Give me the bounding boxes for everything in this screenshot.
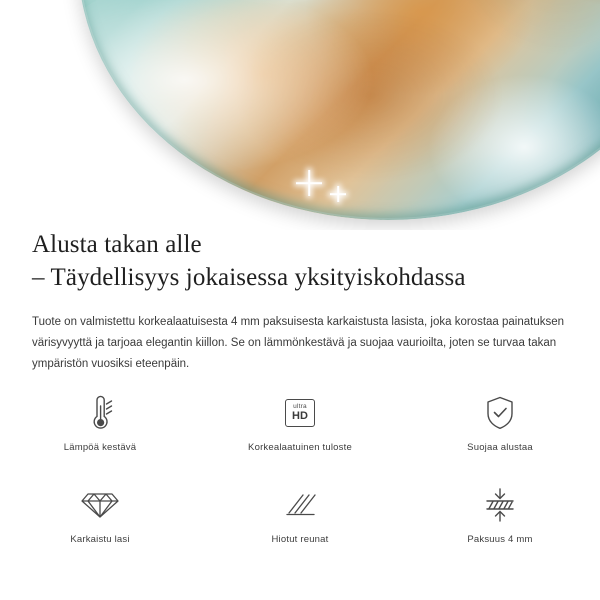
hero-image	[0, 0, 600, 230]
feature-item	[400, 484, 600, 556]
feature-grid	[0, 392, 600, 556]
ultra-text: ultra	[293, 402, 307, 410]
shield-check-icon	[484, 392, 516, 434]
headline-line-2: – Täydellisyys jokaisessa yksityiskohdassa	[32, 264, 466, 291]
feature-label: Suojaa alustaa	[467, 442, 533, 453]
description-paragraph: Tuote on valmistettu korkealaatuisesta 4 mm paksuisesta karkaistusta lasista, joka korostaa painatuksen värisyvyyttä ja tarjoaa elegantin kiillon. Se on lämmönkestävä ja suojaa vaurioilta, joten se turvaa takan ympäristön vuosiksi eteenpäin.	[32, 316, 565, 370]
feature-label: Lämpöä kestävä	[63, 442, 137, 453]
text-content	[0, 228, 600, 375]
diamond-icon	[81, 484, 119, 526]
feature-item	[0, 392, 200, 464]
ultra-hd-icon	[285, 392, 315, 434]
thickness-arrows-icon	[483, 484, 517, 526]
feature-label: Paksuus 4 mm	[467, 534, 533, 545]
feature-item	[200, 392, 400, 464]
polished-edges-icon	[283, 484, 317, 526]
feature-item	[200, 484, 400, 556]
marble-glass-disc	[78, 0, 600, 220]
feature-item	[400, 392, 600, 464]
feature-item	[0, 484, 200, 556]
headline-line-1: Alusta takan alle	[32, 231, 202, 258]
feature-label: Hiotut reunat	[271, 534, 329, 545]
feature-label: Karkaistu lasi	[70, 534, 130, 545]
feature-label: Korkealaatuinen tuloste	[248, 442, 352, 453]
hd-text: HD	[292, 410, 308, 423]
thermometer-icon	[83, 392, 117, 434]
page-title	[32, 228, 568, 294]
